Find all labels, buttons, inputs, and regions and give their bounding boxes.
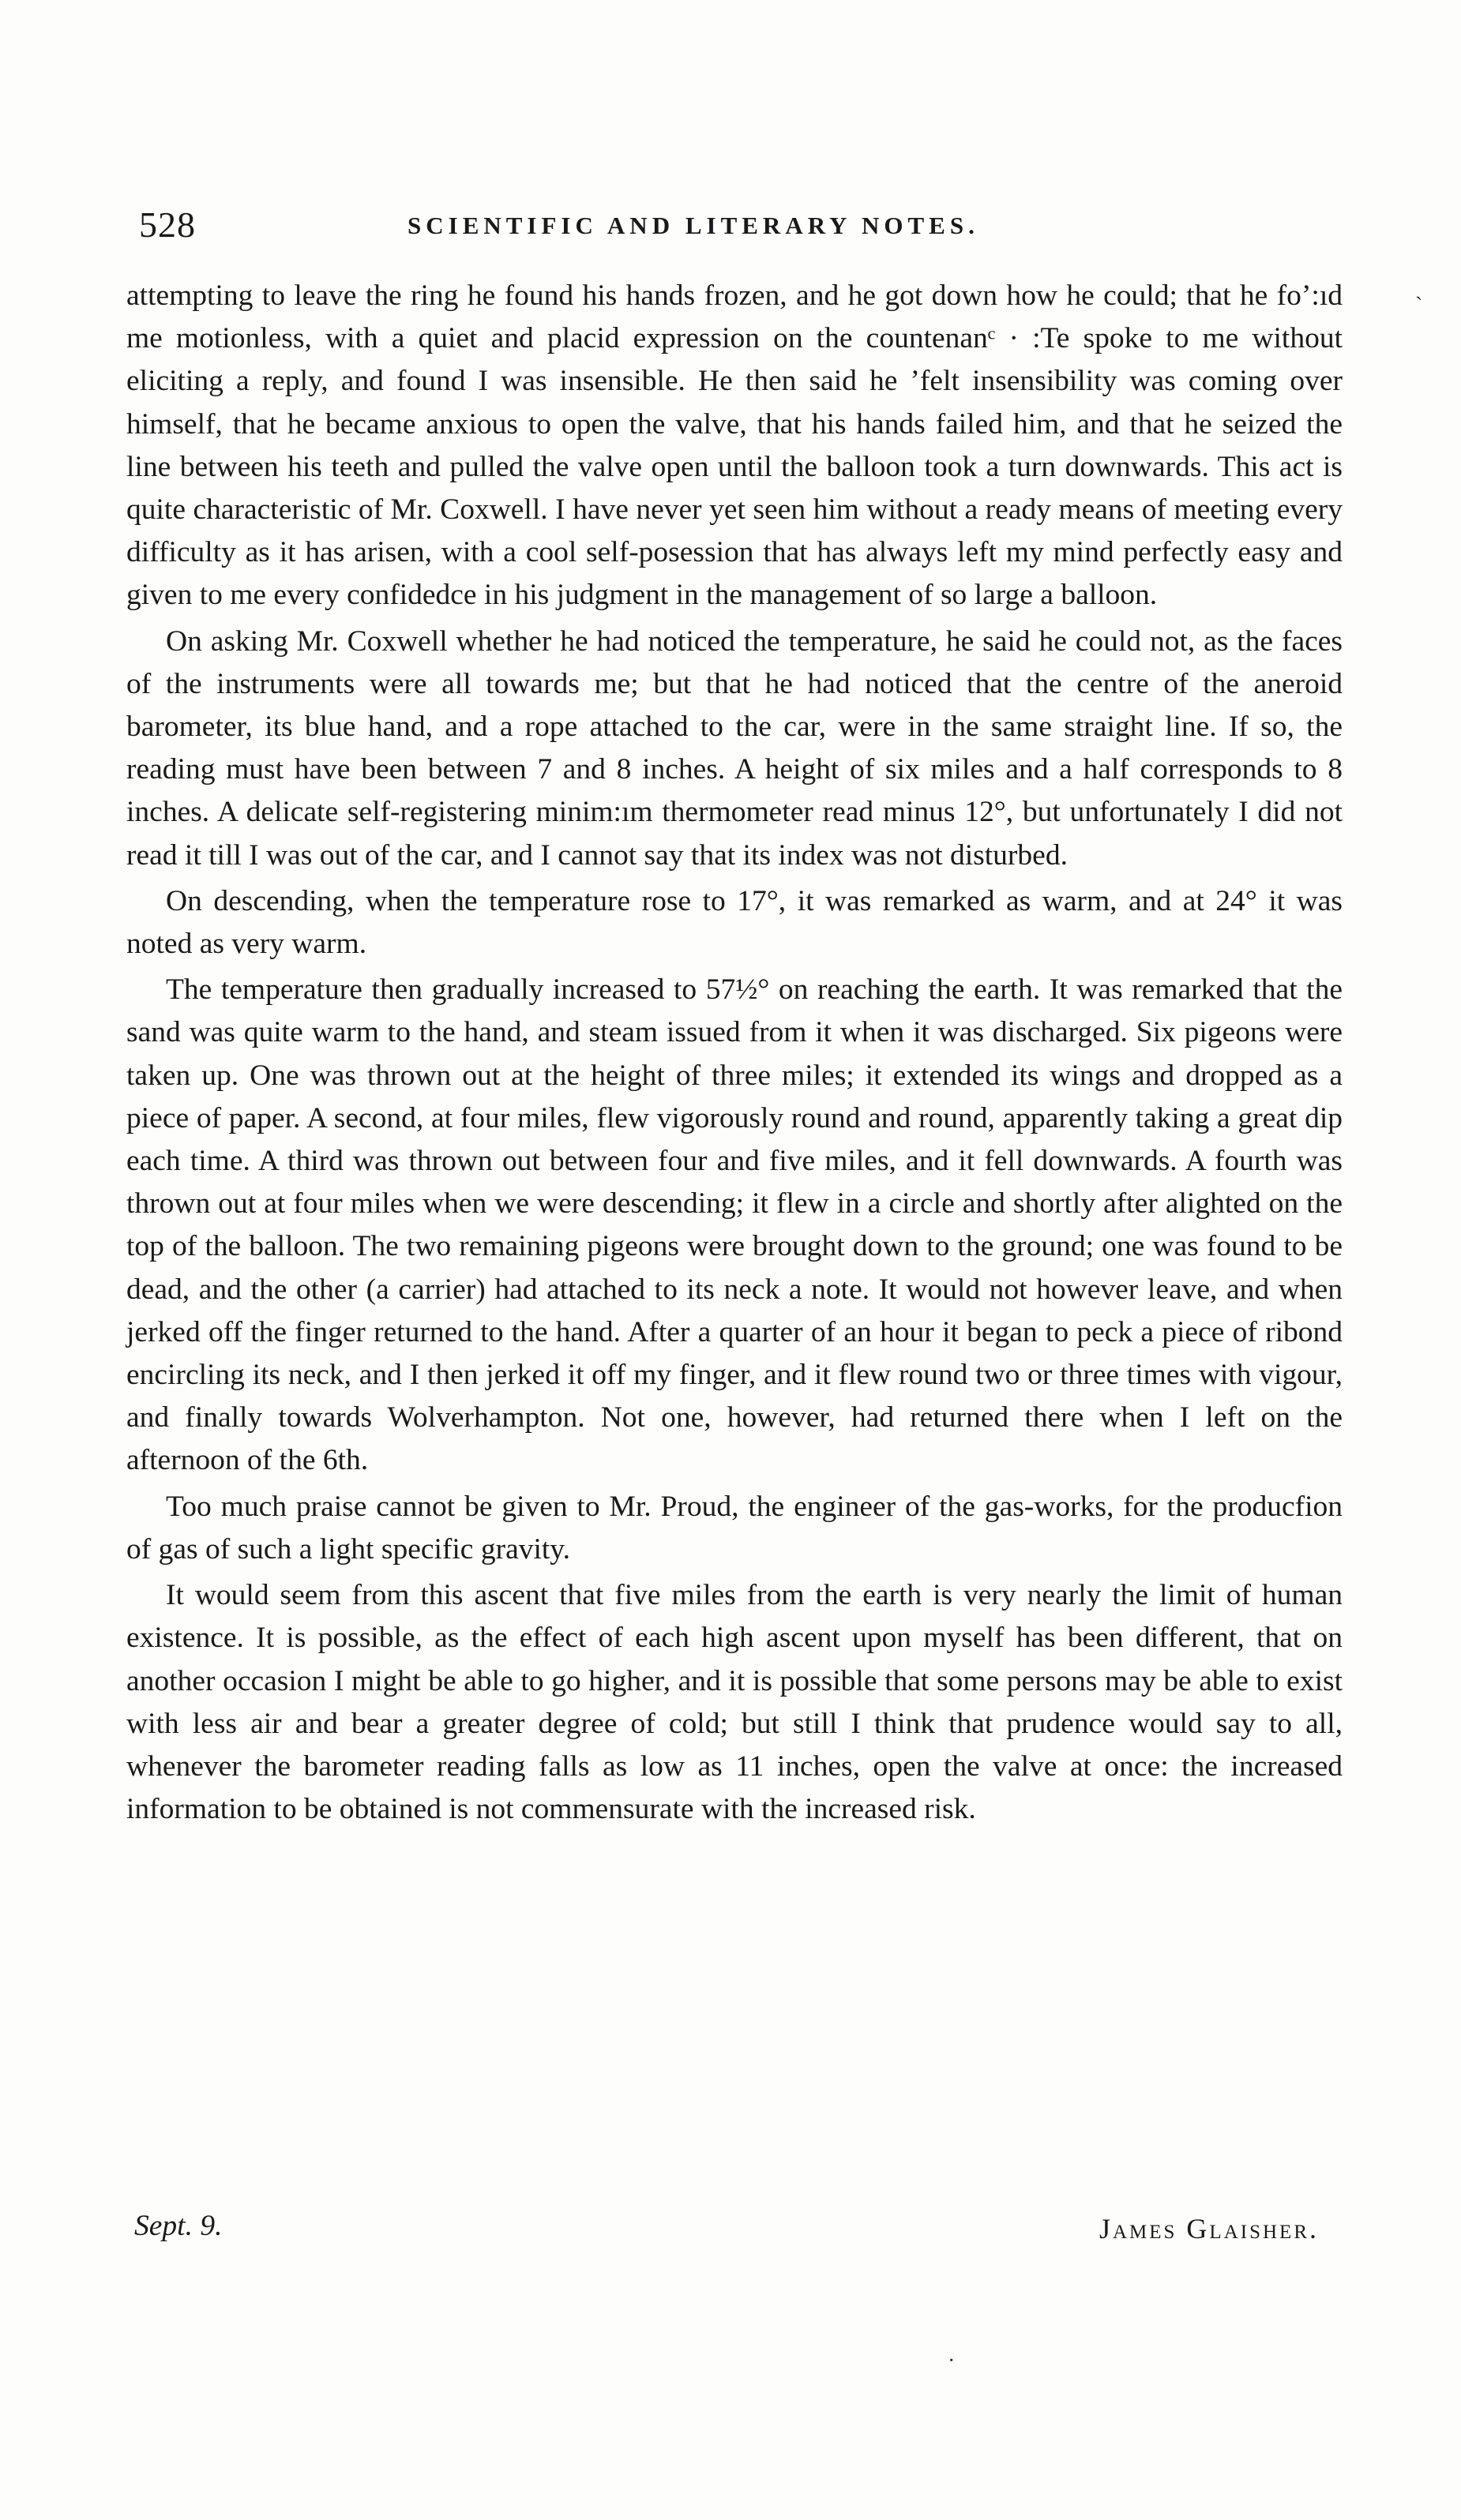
paragraph-mr-proud: Too much praise cannot be given to Mr. Proud, the engineer of the gas-works, for the producfion of gas of such a light specific gravity. — [126, 1490, 1343, 1566]
running-header — [139, 204, 1347, 251]
signoff-date: Sept. 9. — [134, 2210, 223, 2242]
stray-mark: ˏ — [1415, 276, 1423, 301]
body-text — [126, 275, 1343, 1831]
paragraph-continued: attempting to leave the ring he found his hands frozen, and he got down how he could; that he fo’:ıd me motionless, with a quiet and placid expression on the countenanᶜ · :Te spoke to me without eliciting a reply, and found I was insensible. He then said he ’felt insensibility was coming over himself, that he became anxious to open the valve, that his hands failed him, and that he seized the line between his teeth and pulled the valve open until the balloon took a turn downwards. This act is quite characteristic of Mr. Coxwell. I have never yet seen him without a ready means of meeting every difficulty as it has arisen, with a cool self-posession that has always left my mind perfectly easy and given to me every confidedce in his judgment in the management of so large a balloon. — [126, 279, 1343, 612]
stray-dot: · — [948, 2349, 956, 2373]
paragraph-pigeons: The temperature then gradually increased to 57½° on reaching the earth. It was remarked that the sand was quite warm to the hand, and steam issued from it when it was discharged. Six pigeons were taken up. One was thrown out at the height of three miles; it extended its wings and dropped as a piece of paper. A second, at four miles, flew vigorously round and round, apparently taking a great dip each time. A third was thrown out between four and five miles, and it fell downwards. A fourth was thrown out at four miles when we were descending; it flew in a circle and shortly after alighted on the top of the balloon. The two remaining pigeons were brought down to the ground; one was found to be dead, and the other (a carrier) had attached to its neck a note. It would not however leave, and when jerked off the finger returned to the hand. After a quarter of an hour it began to peck a piece of ribond encircling its neck, and I then jerked it off my finger, and it flew round two or three times with vigour, and finally towards Wolverhampton. Not one, however, had returned there when I left on the afternoon of the 6th. — [126, 973, 1343, 1477]
signoff-author: James Glaisher. — [1099, 2213, 1319, 2244]
signoff — [134, 2209, 1319, 2256]
paragraph-descending: On descending, when the temperature rose to 17°, it was remarked as warm, and at 24° it was noted as very warm. — [126, 884, 1343, 961]
paragraph-conclusion: It would seem from this ascent that five miles from the earth is very nearly the limit of human existence. It is possible, as the effect of each high ascent upon myself has been different, that on another occasion I might be able to go higher, and it is possible that some persons may be able to exist with less air and bear a greater degree of cold; but still I think that prudence would say to all, whenever the barometer reading falls as low as 11 inches, open the valve at once: the increased information to be obtained is not commensurate with the increased risk. — [126, 1579, 1343, 1826]
paragraph-coxwell-temperature: On asking Mr. Coxwell whether he had noticed the temperature, he said he could not, as the faces of the instruments were all towards me; but that he had noticed that the centre of the aneroid barometer, its blue hand, and a rope attached to the car, were in the same straight line. If so, the reading must have been between 7 and 8 inches. A height of six miles and a half corresponds to 8 inches. A delicate self-registering minim:ım thermometer read minus 12°, but unfortunately I did not read it till I was out of the car, and I cannot say that its index was not disturbed. — [126, 624, 1343, 872]
page-number: 528 — [139, 204, 196, 245]
running-title: SCIENTIFIC AND LITERARY NOTES. — [408, 212, 979, 239]
